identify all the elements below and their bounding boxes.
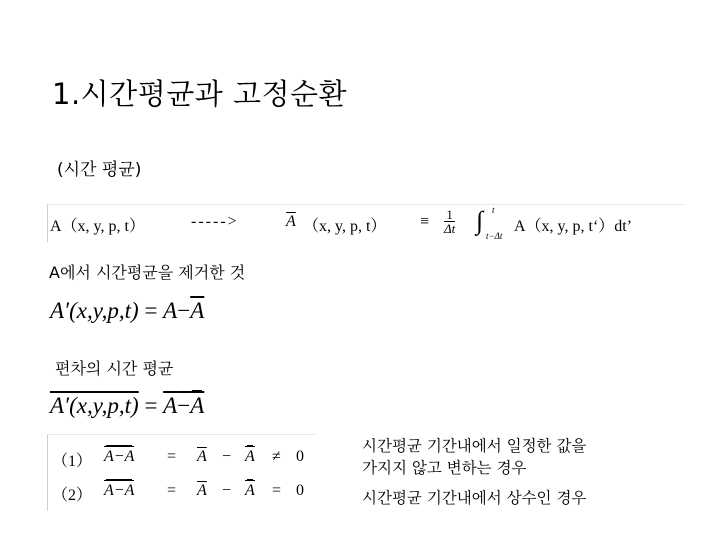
caption-remove-mean: A에서 시간평균을 제거한 것 [49,263,246,282]
deviation-mean-a: A [163,393,178,418]
case-term1: A−A [104,482,135,499]
case-term3: A [245,482,255,499]
formula-bar-args: （x, y, p, t） [303,218,387,235]
case-label: （2） [52,487,93,504]
integral-sign: ∫ [476,206,484,235]
time-average-definition [47,204,684,242]
deviation-lhs: A′(x,y,p,t) [50,298,139,323]
case-eq: = [167,482,177,499]
equals-sign: = [144,393,158,418]
deviation-mean-lhs: A′(x,y,p,t) [50,393,139,418]
deviation-mean-bar: A [190,393,205,418]
caption-deviation-mean: 편차의 시간 평균 [55,359,174,378]
case-term1: A−A [104,448,135,465]
formula-arrow: -----> [191,213,239,230]
case-value: 0 [296,482,304,499]
integrand: A（x, y, p, t‘）dt’ [514,218,633,235]
case1-note-line2: 가지지 않고 변하는 경우 [362,459,527,477]
case-relation: = [272,482,282,499]
page-title: 1.시간평균과 고정순환 [52,77,348,111]
case-label: （1） [52,453,93,470]
case-term2: $\overline{A}$ [197,482,207,499]
fraction-denominator: Δt [444,221,456,236]
section-subtitle: (시간 평균) [57,160,142,180]
formula-bar-a: $\overline{A}$ [286,213,296,230]
minus-sign: − [177,298,191,323]
formula-lhs: A（x, y, p, t） [50,218,145,235]
fraction-numerator: 1 [444,208,455,222]
deviation-mean-formula [50,393,204,419]
case1-note-line1: 시간평균 기간내에서 일정한 값을 [362,437,587,455]
equals-sign: = [144,298,158,323]
case-term2: $\overline{A}$ [197,448,207,465]
case-term3: A [245,448,255,465]
equiv-symbol: ≡ [420,213,430,230]
case2-note: 시간평균 기간내에서 상수인 경우 [362,489,587,507]
deviation-a: A [163,298,178,323]
case-eq: = [167,448,177,465]
integral-lower-limit: t−Δt [486,231,503,241]
cases-table [47,434,316,511]
case-minus: − [222,482,232,499]
integral-upper-limit: t [492,205,495,215]
fraction [444,208,455,235]
case-relation: ≠ [272,448,281,465]
deviation-formula [50,298,204,324]
case-value: 0 [296,448,304,465]
minus-sign: − [177,393,191,418]
deviation-mean: $\overline{A}$ [190,298,205,323]
case-minus: − [222,448,232,465]
